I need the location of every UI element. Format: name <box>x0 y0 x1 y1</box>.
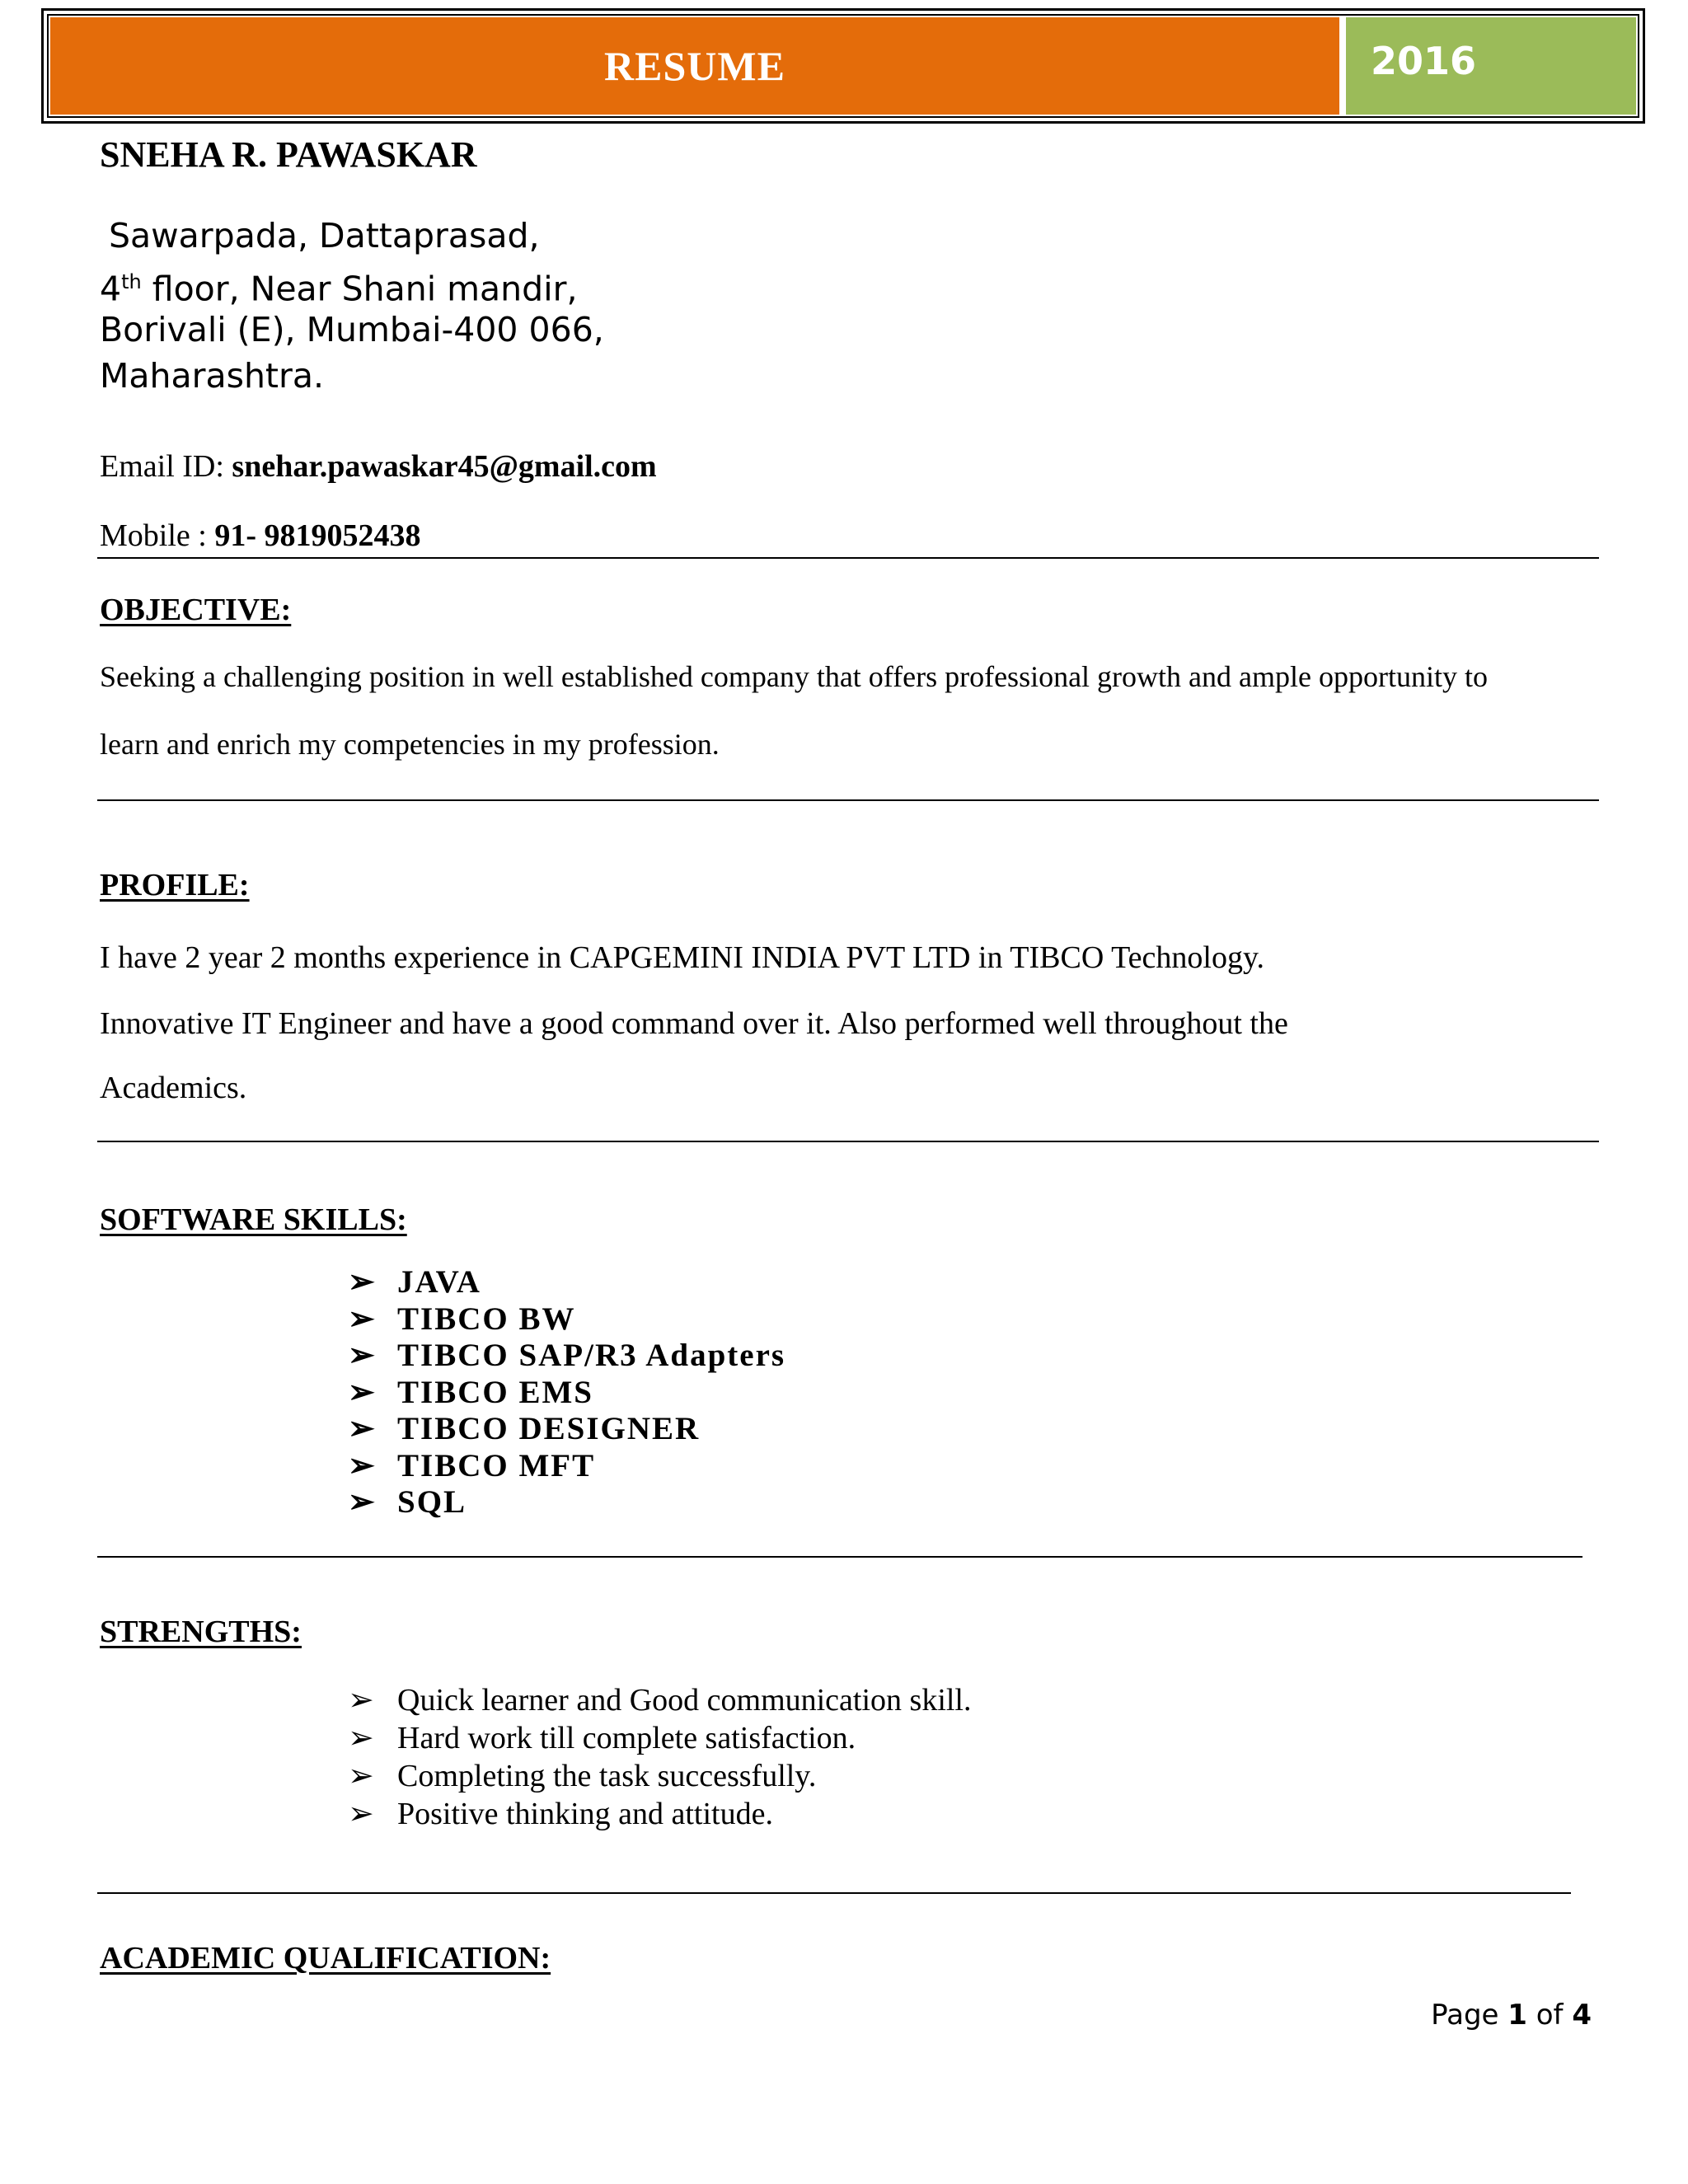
divider <box>97 1556 1582 1558</box>
address-line-1: Sawarpada, Dattaprasad, <box>109 216 540 255</box>
arrow-bullet-icon: ➢ <box>348 1683 374 1718</box>
profile-line-1: I have 2 year 2 months experience in CAPGEMINI INDIA PVT LTD in TIBCO Technology. <box>100 940 1264 975</box>
divider <box>97 1892 1571 1894</box>
arrow-bullet-icon: ➢ <box>348 1338 377 1373</box>
address-floor-rest: floor, Near Shani mandir, <box>141 269 578 309</box>
skill-label: TIBCO MFT <box>397 1447 596 1483</box>
strengths-list <box>348 1681 972 1833</box>
profile-line-2: Innovative IT Engineer and have a good command over it. Also performed well throughout the <box>100 1006 1288 1041</box>
arrow-bullet-icon: ➢ <box>348 1721 374 1755</box>
list-item <box>348 1484 785 1521</box>
arrow-bullet-icon: ➢ <box>348 1374 377 1410</box>
profile-line-3: Academics. <box>100 1071 247 1105</box>
list-item <box>348 1757 972 1795</box>
list-item <box>348 1338 785 1375</box>
email-label: Email ID: <box>100 449 232 484</box>
strength-label: Hard work till complete satisfaction. <box>397 1721 856 1755</box>
objective-heading: OBJECTIVE: <box>100 593 292 627</box>
page-word: Page <box>1431 1999 1508 2032</box>
list-item <box>348 1264 785 1301</box>
objective-line-2: learn and enrich my competencies in my profession. <box>100 728 720 761</box>
arrow-bullet-icon: ➢ <box>348 1759 374 1793</box>
list-item <box>348 1301 785 1338</box>
mobile-value: 91- 9819052438 <box>214 518 421 553</box>
skill-label: SQL <box>397 1484 467 1520</box>
header-title-block <box>50 17 1339 115</box>
arrow-bullet-icon: ➢ <box>348 1301 377 1337</box>
header-title: RESUME <box>604 43 785 89</box>
profile-heading: PROFILE: <box>100 868 250 902</box>
strength-label: Completing the task successfully. <box>397 1759 817 1793</box>
email-row <box>100 448 657 485</box>
header-year-block <box>1346 17 1636 115</box>
list-item <box>348 1795 972 1833</box>
arrow-bullet-icon: ➢ <box>348 1264 377 1300</box>
arrow-bullet-icon: ➢ <box>348 1797 374 1831</box>
list-item <box>348 1411 785 1448</box>
list-item <box>348 1375 785 1412</box>
divider <box>97 1141 1599 1142</box>
address-floor-suffix: th <box>121 270 142 293</box>
software-skills-list <box>348 1264 785 1521</box>
strength-label: Positive thinking and attitude. <box>397 1797 773 1831</box>
strengths-heading: STRENGTHS: <box>100 1615 302 1649</box>
address-line-2 <box>100 259 577 312</box>
mobile-row <box>100 518 420 554</box>
address-floor-number: 4 <box>100 269 122 309</box>
candidate-name: SNEHA R. PAWASKAR <box>100 134 477 175</box>
skill-label: TIBCO DESIGNER <box>397 1411 701 1446</box>
software-skills-heading: SOFTWARE SKILLS: <box>100 1202 407 1237</box>
skill-label: JAVA <box>397 1264 481 1300</box>
list-item <box>348 1448 785 1485</box>
page-of-word: of <box>1526 1999 1573 2032</box>
objective-line-1: Seeking a challenging position in well established company that offers professional growth and ample opportunity to <box>100 660 1488 693</box>
skill-label: TIBCO EMS <box>397 1374 593 1410</box>
mobile-label: Mobile : <box>100 518 215 553</box>
arrow-bullet-icon: ➢ <box>348 1484 377 1520</box>
list-item <box>348 1719 972 1757</box>
divider <box>97 799 1599 801</box>
skill-label: TIBCO BW <box>397 1301 576 1337</box>
list-item <box>348 1681 972 1719</box>
page-current: 1 <box>1507 1999 1527 2032</box>
header-year: 2016 <box>1371 39 1477 83</box>
page-number <box>1431 1999 1592 2032</box>
arrow-bullet-icon: ➢ <box>348 1411 377 1446</box>
strength-label: Quick learner and Good communication skill. <box>397 1683 972 1718</box>
email-value[interactable]: snehar.pawaskar45@gmail.com <box>232 449 657 484</box>
academic-heading: ACADEMIC QUALIFICATION: <box>100 1941 551 1975</box>
address-line-3: Borivali (E), Mumbai-400 066, <box>100 310 604 349</box>
divider <box>97 557 1599 559</box>
arrow-bullet-icon: ➢ <box>348 1447 377 1483</box>
page-total: 4 <box>1572 1999 1592 2032</box>
address-line-4: Maharashtra. <box>100 356 325 396</box>
skill-label: TIBCO SAP/R3 Adapters <box>397 1338 786 1373</box>
